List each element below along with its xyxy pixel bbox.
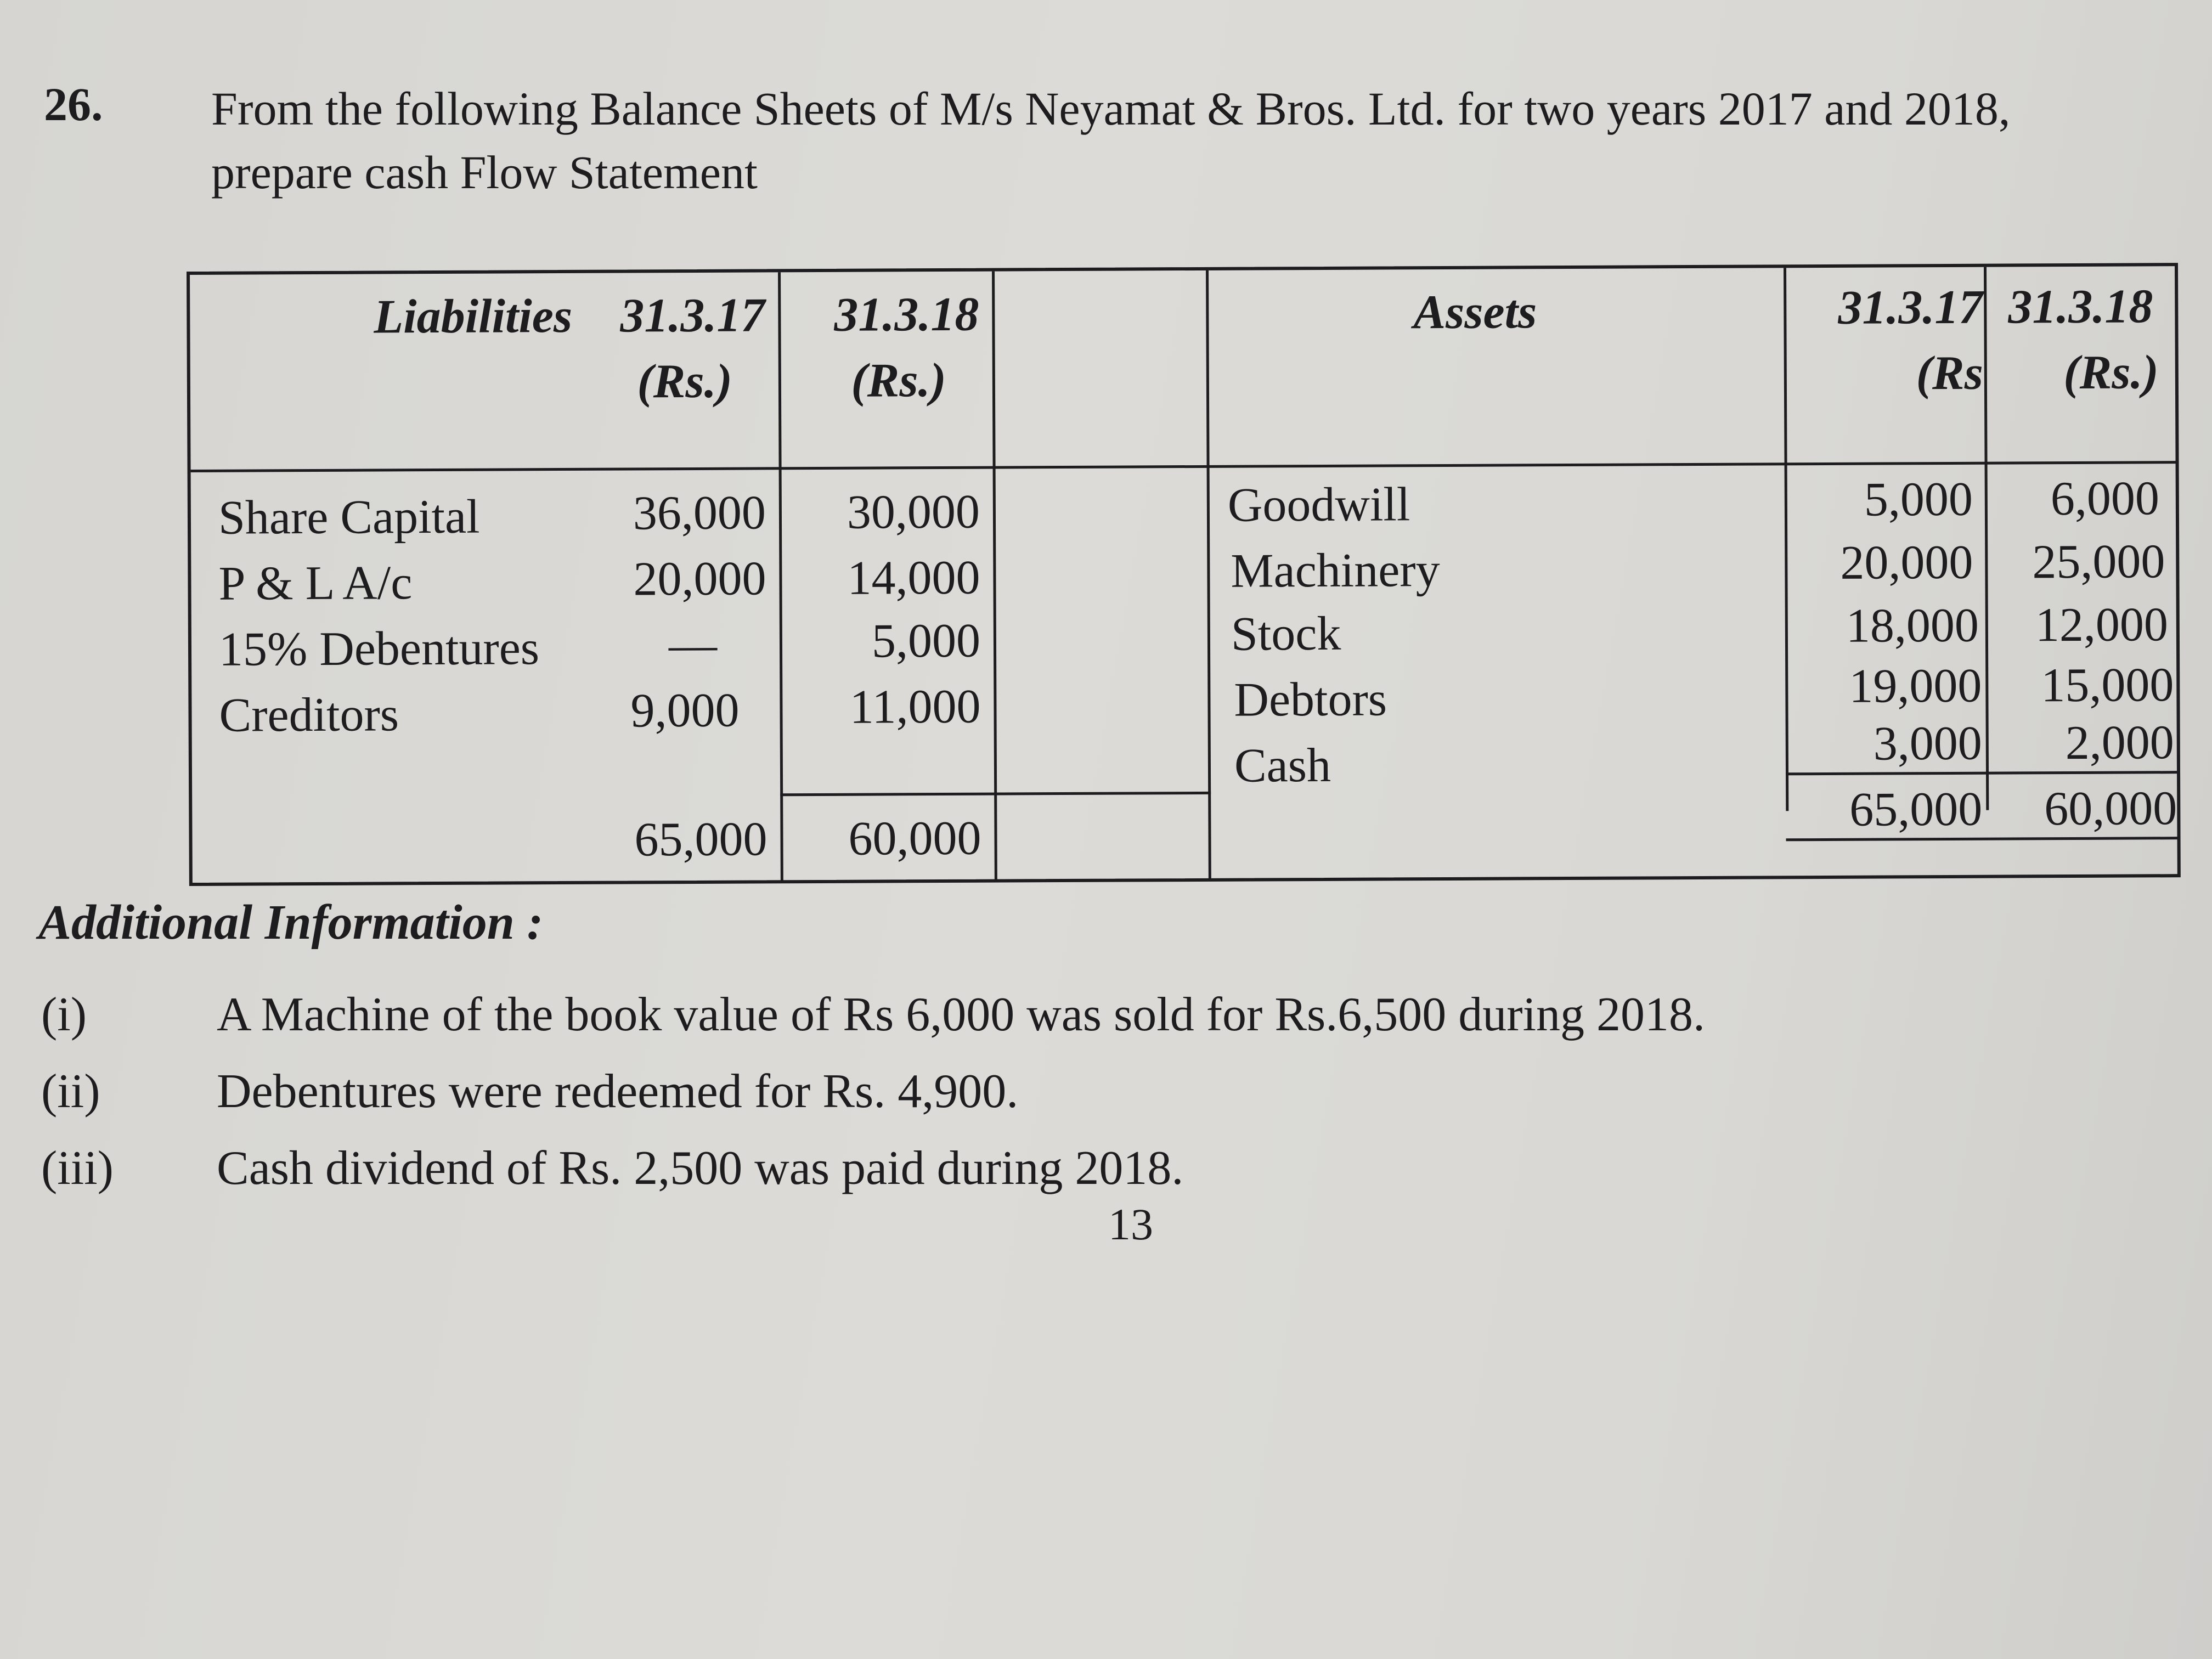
info-item-index: (ii)	[41, 1065, 100, 1118]
liability-2018: 5,000	[871, 614, 981, 668]
divider-asset-label	[1784, 268, 1788, 811]
liability-2017: 9,000	[630, 684, 740, 738]
liability-2017: 20,000	[633, 552, 766, 606]
liability-2018: 11,000	[849, 680, 981, 734]
liability-name: Creditors	[219, 688, 399, 742]
liab-col1-date: 31.3.17	[620, 289, 765, 343]
asset-col2-date: 31.3.18	[2008, 280, 2153, 334]
liability-name: Share Capital	[218, 490, 480, 545]
asset-2017: 20,000	[1840, 535, 1973, 590]
page-number: 13	[1108, 1199, 1153, 1249]
liability-name: 15% Debentures	[218, 622, 540, 676]
info-item-text: A Machine of the book value of Rs 6,000 was sold for Rs.6,500 during 2018.	[217, 988, 1706, 1041]
liability-name: P & L A/c	[218, 556, 413, 611]
divider-asset-years	[1984, 267, 1989, 810]
question-text: From the following Balance Sheets of M/s Neyamat & Bros. Ltd. for two years 2017 and 2018, prepare cash Flow Statement	[211, 82, 2011, 199]
info-item-text: Cash dividend of Rs. 2,500 was paid during 2018.	[217, 1142, 1184, 1195]
asset-name: Machinery	[1231, 544, 1440, 598]
asset-2018: 2,000	[2065, 716, 2174, 770]
asset-name: Debtors	[1234, 673, 1387, 727]
info-item	[41, 1136, 1183, 1201]
asset-2017: 3,000	[1873, 716, 1982, 771]
liability-2018: 14,000	[847, 551, 980, 605]
liability-2017: —	[668, 618, 718, 672]
additional-info-title: Additional Information :	[38, 895, 544, 950]
info-item-index: (i)	[41, 988, 87, 1041]
divider-liab-label	[778, 272, 783, 881]
asset-total-2018: 60,000	[2044, 782, 2177, 836]
asset-total-2017: 65,000	[1849, 782, 1983, 837]
question-number: 26.	[44, 78, 103, 131]
asset-name: Cash	[1234, 738, 1331, 793]
info-item	[41, 982, 1705, 1048]
asset-col1-unit: (Rs	[1916, 346, 1984, 400]
assets-header: Assets	[1413, 285, 1537, 340]
liab-col1-unit: (Rs.)	[637, 354, 733, 409]
asset-name: Stock	[1231, 607, 1341, 661]
asset-2018: 15,000	[2041, 658, 2174, 713]
liability-total-2018: 60,000	[848, 811, 981, 866]
info-item-index: (iii)	[41, 1142, 114, 1195]
asset-2018: 25,000	[2032, 535, 2165, 589]
asset-2017: 18,000	[1846, 599, 1979, 653]
asset-name: Goodwill	[1227, 478, 1410, 532]
asset-2018: 6,000	[2050, 472, 2160, 526]
info-item-text: Debentures were redeemed for Rs. 4,900.	[217, 1065, 1019, 1118]
info-item	[41, 1059, 1018, 1125]
liab-col2-unit: (Rs.)	[851, 353, 947, 408]
liability-2017: 36,000	[633, 486, 766, 540]
asset-2018: 12,000	[2035, 598, 2169, 652]
asset-col2-unit: (Rs.)	[2063, 346, 2159, 400]
asset-col1-date: 31.3.17	[1838, 280, 1983, 335]
liability-total-2017: 65,000	[634, 812, 768, 867]
liability-2018: 30,000	[847, 485, 980, 539]
balance-sheet-table	[187, 263, 2181, 886]
asset-2017: 5,000	[1864, 472, 1973, 527]
divider-liab-assets	[1206, 270, 1211, 879]
divider-liab-years	[992, 272, 997, 881]
liab-col2-date: 31.3.18	[834, 287, 979, 342]
liabilities-header: Liabilities	[374, 289, 573, 344]
asset-2017: 19,000	[1849, 659, 1982, 713]
